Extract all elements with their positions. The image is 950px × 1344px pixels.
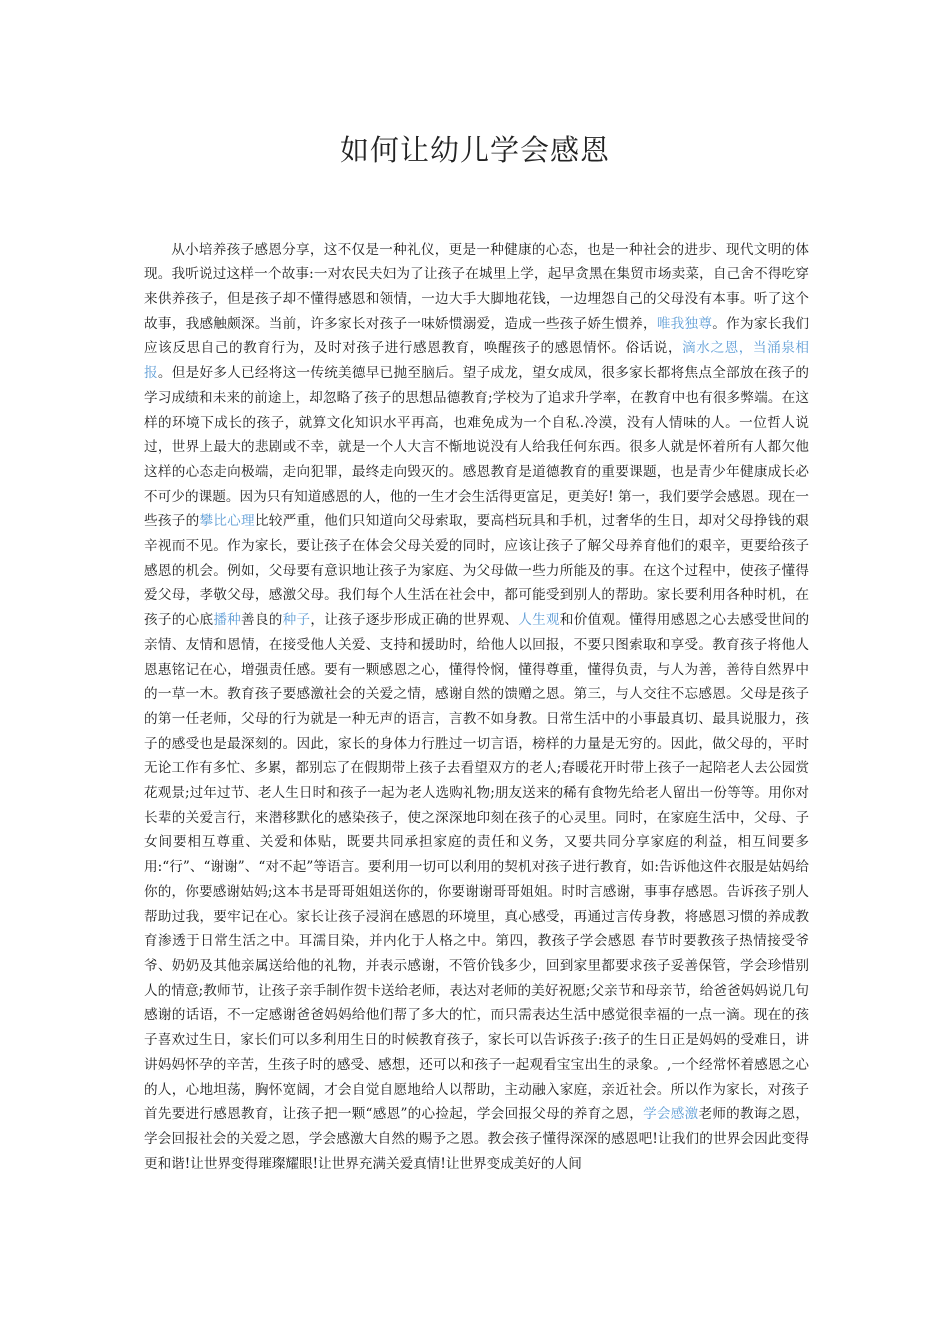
text-segment: 从小培养孩子感恩分享，这不仅是一种礼仪，更是一种健康的心态，也是一种社会的进步、现代文明的体现。我听说过这样一个故事:一对农民夫妇为了让孩子在城里上学，起早贪黑在集贸市场卖菜，自己舍不得吃穿来供养孩子，但是孩子却不懂得感恩和领情，一边大手大脚地花钱，一边埋怨自己的父母没有本事。听了这个故事，我感触颇深。当前，许多家长对孩子一味娇惯溺爱，造成一些孩子娇生惯养， (144, 241, 809, 332)
text-segment: 老师的教诲之恩，学会回报社会的关爱之恩，学会感激大自然的赐予之恩。教会孩子懂得深深的感恩吧!让我们的世界会因此变得更和谐!让世界变得璀璨耀眼!让世界充满关爱真情!让世界变成美好的人间 (144, 1106, 809, 1172)
keyword-link-dishuizhien[interactable]: 滴水之恩，当涌泉相报 (144, 340, 810, 382)
text-segment: 和价值观。懂得用感恩之心去感受世间的亲情、友情和恩情，在接受他人关爱、支持和援助时，给他人以回报，不要只图索取和享受。教育孩子将他人恩惠铭记在心，增强责任感。要有一颗感恩之心，懂得怜悯，懂得尊重，懂得负责，与人为善，善待自然界中的一草一木。教育孩子要感激社会的关爱之情，感谢自然的馈赠之恩。第三，与人交往不忘感恩。父母是孩子的第一任老师，父母的行为就是一种无声的语言，言教不如身教。日常生活中的小事最真切、最具说服力，孩子的感受也是最深刻的。因此，家长的身体力行胜过一切言语，榜样的力量是无穷的。因此，做父母的，平时无论工作有多忙、多累，都别忘了在假期带上孩子去看望双方的老人;春暖花开时带上孩子一起陪老人去公园赏花观景;过年过节、老人生日时和孩子一起为老人选购礼物;朋友送来的稀有食物先给老人留出一份等等。用你对长辈的关爱言行，来潜移默化的感染孩子，使之深深地印刻在孩子的心灵里。同时，在家庭生活中，父母、子女间要相互尊重、关爱和体贴，既要共同承担家庭的责任和义务，又要共同分享家庭的利益，相互间要多用:“行”、“谢谢”、“对不起”等语言。要利用一切可以利用的契机对孩子进行教育，如:告诉他这件衣服是姑妈给你的，你要感谢姑妈;这本书是哥哥姐姐送你的，你要谢谢哥哥姐姐。时时言感谢，事事存感恩。告诉孩子别人帮助过我，要牢记在心。家长让孩子浸润在感恩的环境里，真心感受，再通过言传身教，将感恩习惯的养成教育渗透于日常生活之中。耳濡目染，并内化于人格之中。第四，教孩子学会感恩 春节时要教孩子热情接受爷爷、奶奶及其他亲属送给他的礼物，并表示感谢，不管价钱多少，回到家里都要求孩子妥善保管，学会珍惜别人的情意;教师节，让孩子亲手制作贺卡送给老师，表达对老师的美好祝愿;父亲节和母亲节，给爸爸妈妈说几句感谢的话语，不一定感谢爸爸妈妈给他们帮了多大的忙，而只需表达生活中感觉很幸福的一点一滴。现在的孩子喜欢过生日，家长们可以多利用生日的时候教育孩子，家长可以告诉孩子:孩子的生日正是妈妈的受难日，讲讲妈妈怀孕的辛苦，生孩子时的感受、感想，还可以和孩子一起观看宝宝出生的录象。,一个经常怀着感恩之心的人，心地坦荡，胸怀宽阔，才会自觉自愿地给人以帮助，主动融入家庭，亲近社会。所以作为家长，对孩子首先要进行感恩教育，让孩子把一颗“感恩”的心捡起，学会回报父母的养育之恩， (144, 612, 810, 1123)
text-segment: 比较严重，他们只知道向父母索取，要高档玩具和手机，过奢华的生日，却对父母挣钱的艰辛视而不见。作为家长，要让孩子在体会父母关爱的同时，应该让孩子了解父母养育他们的艰辛，更要给孩子感恩的机会。例如，父母要有意识地让孩子为家庭、为父母做一些力所能及的事。在这个过程中，使孩子懂得爱父母，孝敬父母，感激父母。我们每个人生活在社会中，都可能受到别人的帮助。家长要利用各种时机，在孩子的心底 (144, 513, 810, 629)
text-segment: 。但是好多人已经将这一传统美德早已抛至脑后。望子成龙，望女成凤，很多家长都将焦点全部放在孩子的学习成绩和未来的前途上，却忽略了孩子的思想品德教育;学校为了追求升学率，在教育中也有很多弊端。在这样的环境下成长的孩子，就算文化知识水平再高，也难免成为一个自私.冷漠，没有人情味的人。一位哲人说过，世界上最大的悲剧或不幸，就是一个人大言不惭地说没有人给我任何东西。很多人就是怀着所有人都欠他这样的心态走向极端，走向犯罪，最终走向毁灭的。感恩教育是道德教育的重要课题，也是青少年健康成长必不可少的课题。因为只有知道感恩的人，他的一生才会生活得更富足，更美好! 第一，我们要学会感恩。现在一些孩子的 (144, 365, 810, 530)
body-paragraph (144, 238, 809, 1177)
keyword-link-zhongzi[interactable]: 种子 (282, 612, 311, 629)
keyword-link-renshengguan[interactable]: 人生观 (518, 612, 560, 629)
document-title: 如何让幼儿学会感恩 (339, 133, 610, 167)
keyword-link-xuehuiganji[interactable]: 学会感激 (643, 1106, 699, 1123)
keyword-link-panbixinli[interactable]: 攀比心理 (199, 513, 255, 530)
keyword-link-bozhong[interactable]: 播种 (213, 612, 242, 629)
text-segment: ，让孩子逐步形成正确的世界观、 (310, 612, 519, 629)
text-segment: 善良的 (241, 612, 283, 629)
text-segment: 。作为家长我们应该反思自己的教育行为，及时对孩子进行感恩教育，唤醒孩子的感恩情怀。俗话说， (144, 315, 810, 357)
keyword-link-weiwoduzun[interactable]: 唯我独尊 (656, 315, 713, 332)
